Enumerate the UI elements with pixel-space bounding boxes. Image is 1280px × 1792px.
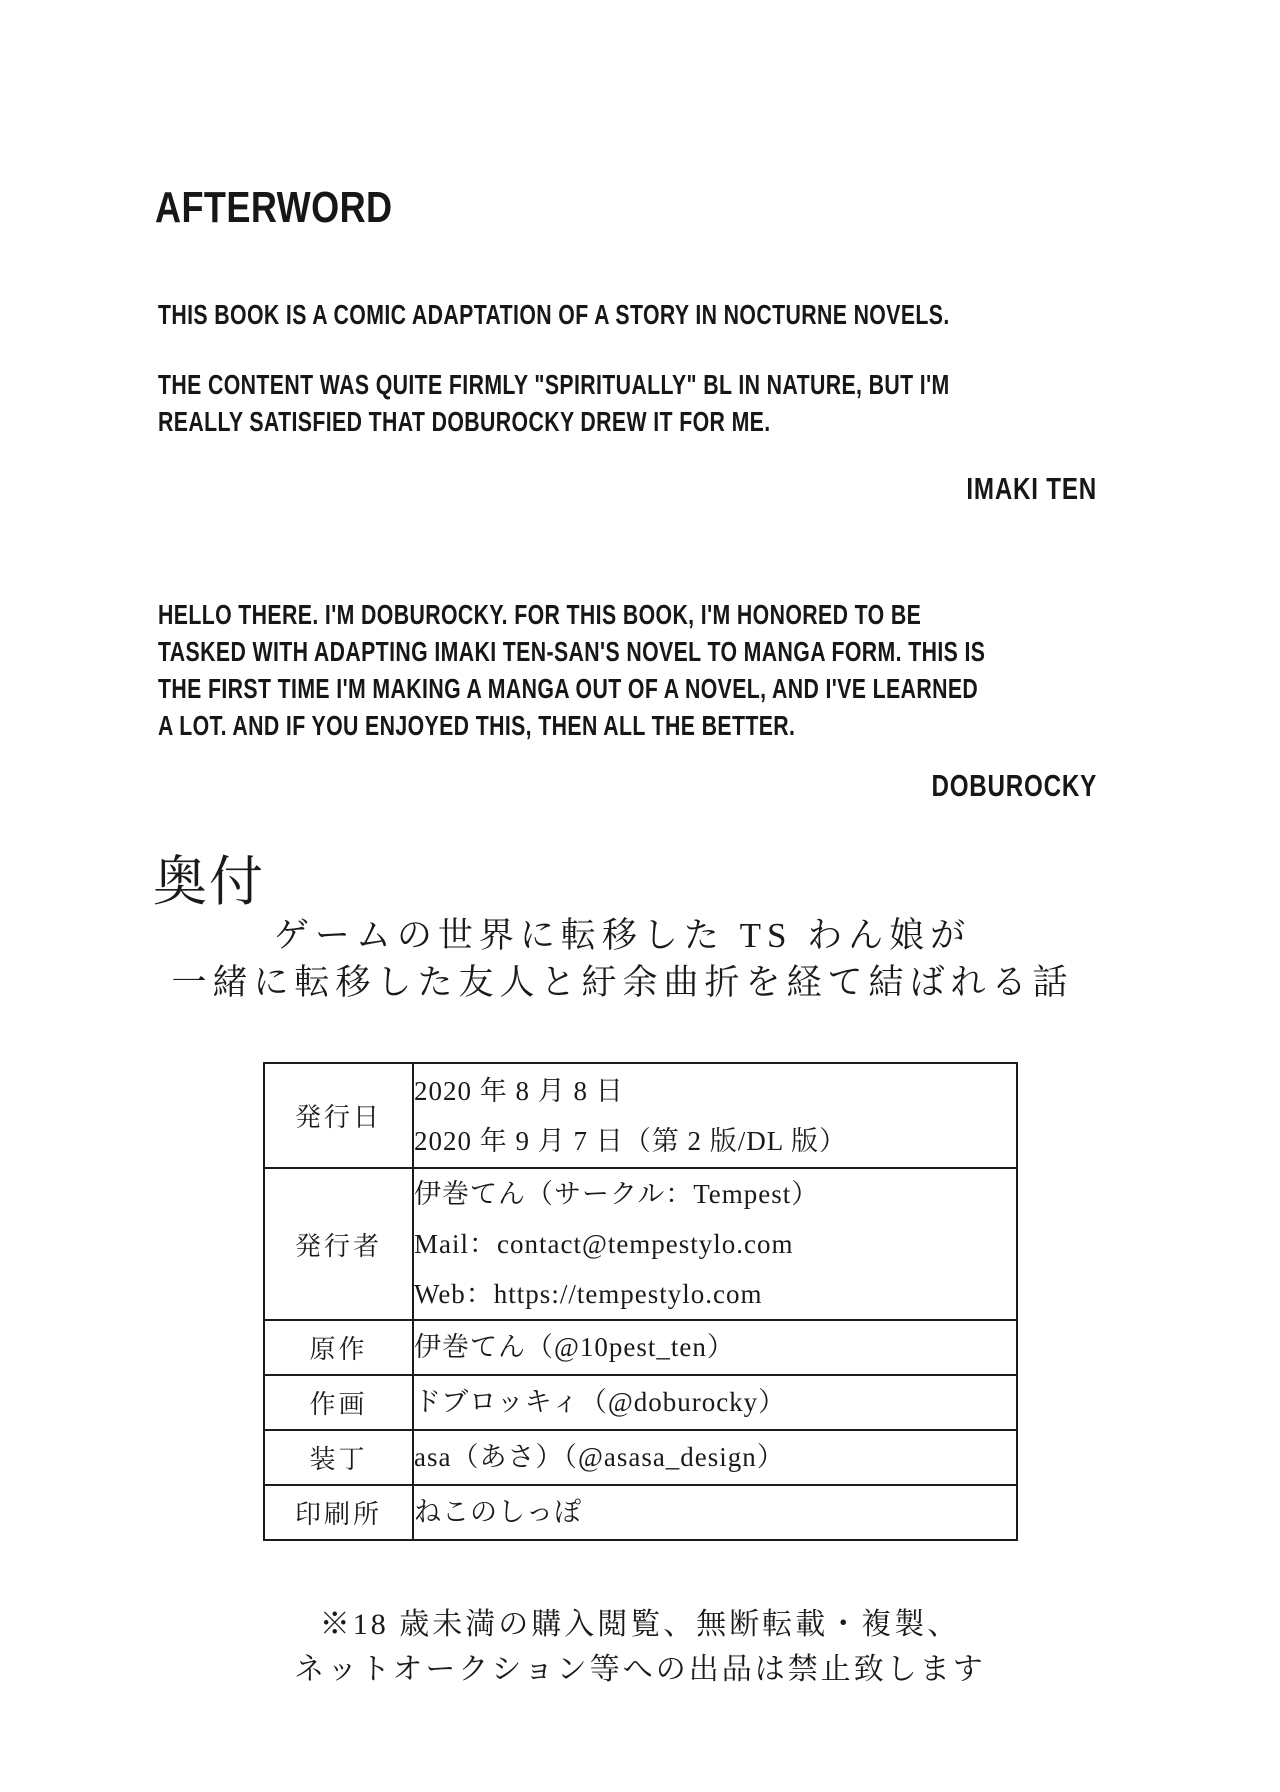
row-label: 発行日 [264,1063,413,1168]
table-row-design [264,1430,1017,1485]
value-line: asa（あさ）（@asasa_design） [414,1442,785,1472]
value-line: 伊巻てん（@10pest_ten） [414,1332,735,1362]
paragraph-line: A LOT. AND IF YOU ENJOYED THIS, THEN ALL THE BETTER. [158,710,796,741]
notice-line: ※18 歳未満の購入閲覧、無断転載・複製、 [319,1608,961,1641]
book-title-line: ゲームの世界に転移した TS わん娘が [273,916,972,955]
paragraph-line: TASKED WITH ADAPTING IMAKI TEN-SAN'S NOVEL TO MANGA FORM. THIS IS [158,636,986,667]
afterword-heading: AFTERWORD [155,183,393,232]
author-signature: IMAKI TEN [966,471,1097,506]
row-label: 原作 [264,1320,413,1375]
value-line: Mail：contact@tempestylo.com [414,1229,794,1259]
table-row-art [264,1375,1017,1430]
table-row-original-story [264,1320,1017,1375]
artist-signature: DOBUROCKY [931,768,1097,803]
table-row-printer [264,1485,1017,1540]
value-line: 2020 年 9 月 7 日（第 2 版/DL 版） [414,1125,847,1156]
row-value [413,1168,1017,1320]
row-value [413,1430,1017,1485]
paragraph-line: THE CONTENT WAS QUITE FIRMLY "SPIRITUALLY" BL IN NATURE, BUT I'M [158,369,950,400]
table-row-publisher [264,1168,1017,1320]
afterword-paragraph-2 [158,366,950,440]
colophon-heading: 奥付 [153,852,265,912]
paragraph-line: THIS BOOK IS A COMIC ADAPTATION OF A STORY IN NOCTURNE NOVELS. [158,299,950,330]
paragraph-line: THE FIRST TIME I'M MAKING A MANGA OUT OF A NOVEL, AND I'VE LEARNED [158,673,979,704]
paragraph-line: HELLO THERE. I'M DOBUROCKY. FOR THIS BOOK, I'M HONORED TO BE [158,599,922,630]
afterword-paragraph-3 [158,596,985,744]
colophon-table [263,1062,1018,1541]
row-value [413,1375,1017,1430]
value-line: Web：https://tempestylo.com [414,1279,763,1309]
afterword-paragraph-1 [158,296,950,333]
age-restriction-notice [140,1602,1140,1692]
row-value [413,1063,1017,1168]
row-label: 印刷所 [264,1485,413,1540]
table-row-publish-date [264,1063,1017,1168]
paragraph-line: REALLY SATISFIED THAT DOBUROCKY DREW IT FOR ME. [158,406,771,437]
book-title-line: 一緒に転移した友人と紆余曲折を経て結ばれる話 [171,963,1074,1002]
row-value [413,1485,1017,1540]
value-line: 2020 年 8 月 8 日 [414,1075,624,1106]
row-label: 発行者 [264,1168,413,1320]
value-line: 伊巻てん（サークル：Tempest） [414,1179,820,1209]
book-title [140,912,1105,1006]
row-value [413,1320,1017,1375]
notice-line: ネットオークション等への出品は禁止致します [294,1653,986,1686]
row-label: 作画 [264,1375,413,1430]
value-line: ねこのしっぽ [414,1497,582,1527]
value-line: ドブロッキィ（@doburocky） [414,1387,787,1417]
row-label: 装丁 [264,1430,413,1485]
